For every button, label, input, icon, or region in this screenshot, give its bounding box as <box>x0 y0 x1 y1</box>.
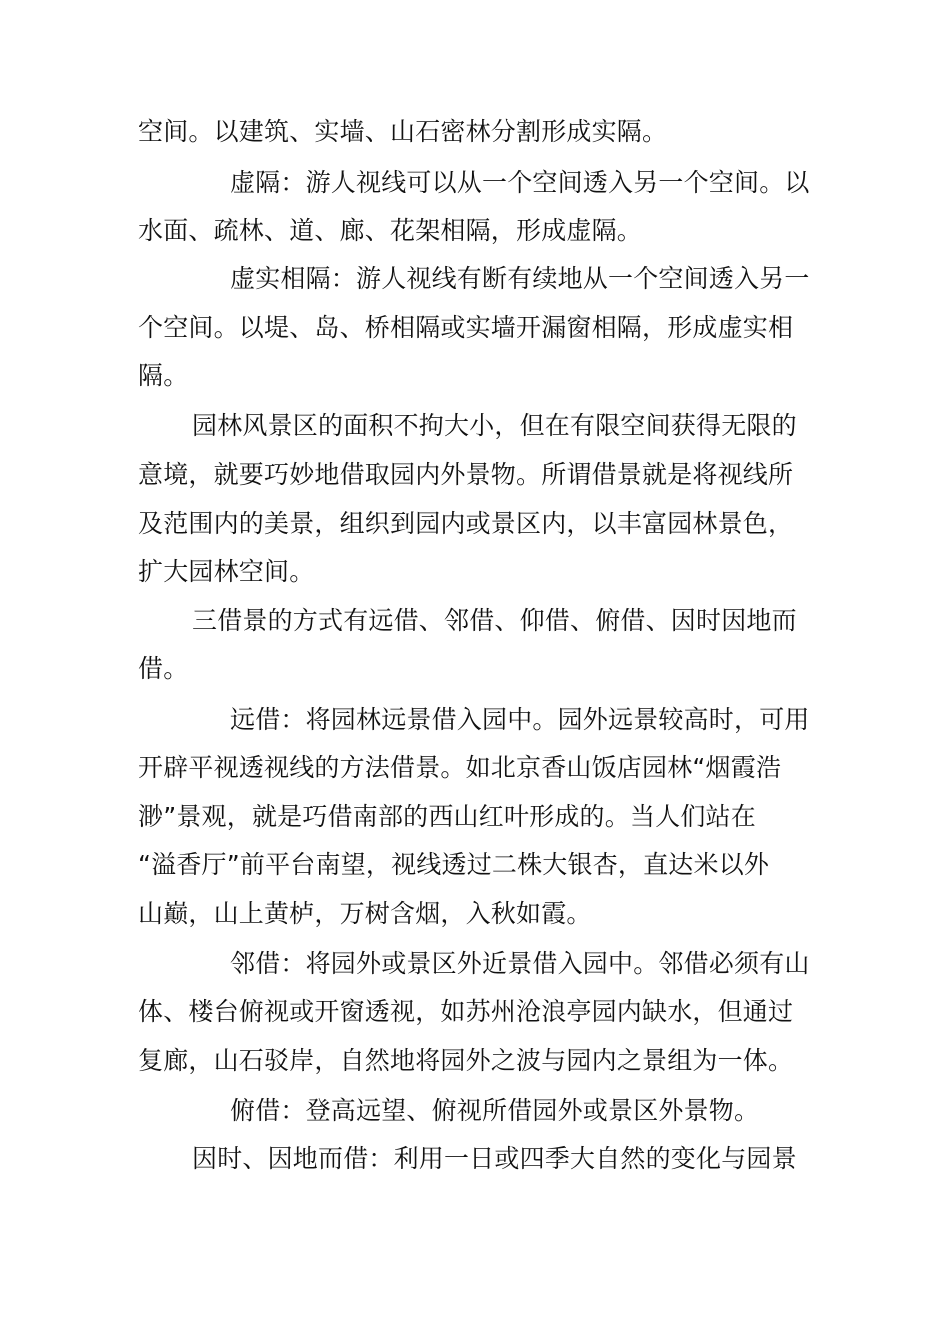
text-line: 三借景的方式有远借、邻借、仰借、俯借、因时因地而 <box>192 606 797 635</box>
text-line: 因时、因地而借：利用一日或四季大自然的变化与园景 <box>192 1144 797 1173</box>
text-line: 扩大园林空间。 <box>138 557 315 586</box>
text-line: 邻借：将园外或景区外近景借入园中。邻借必须有山 <box>230 949 810 978</box>
text-line: 及范围内的美景，组织到园内或景区内，以丰富园林景色， <box>138 509 794 538</box>
text-line: 水面、疏林、道、廊、花架相隔，形成虚隔。 <box>138 216 643 245</box>
text-line: “溢香厅”前平台南望，视线透过二株大银杏，直达米以外 <box>138 850 770 879</box>
text-line: 借。 <box>138 654 189 683</box>
text-line: 虚隔：游人视线可以从一个空间透入另一个空间。以 <box>230 168 810 197</box>
text-line: 体、楼台俯视或开窗透视，如苏州沧浪亭园内缺水，但通过 <box>138 997 794 1026</box>
text-line: 远借：将园林远景借入园中。园外远景较高时，可用 <box>230 705 810 734</box>
text-line: 渺”景观，就是巧借南部的西山红叶形成的。当人们站在 <box>138 802 756 831</box>
text-line: 空间。以建筑、实墙、山石密林分割形成实隔。 <box>138 117 668 146</box>
text-line: 隔。 <box>138 361 189 390</box>
text-line: 俯借：登高远望、俯视所借园外或景区外景物。 <box>230 1096 760 1125</box>
text-line: 复廊，山石驳岸，自然地将园外之波与园内之景组为一体。 <box>138 1046 794 1075</box>
text-line: 意境，就要巧妙地借取园内外景物。所谓借景就是将视线所 <box>138 460 794 489</box>
text-line: 虚实相隔：游人视线有断有续地从一个空间透入另一 <box>230 264 810 293</box>
text-line: 开辟平视透视线的方法借景。如北京香山饭店园林“烟霞浩 <box>138 753 782 782</box>
text-line: 园林风景区的面积不拘大小，但在有限空间获得无限的 <box>192 411 797 440</box>
text-line: 山巅，山上黄栌，万树含烟，入秋如霞。 <box>138 899 592 928</box>
text-line: 个空间。以堤、岛、桥相隔或实墙开漏窗相隔，形成虚实相 <box>138 313 794 342</box>
